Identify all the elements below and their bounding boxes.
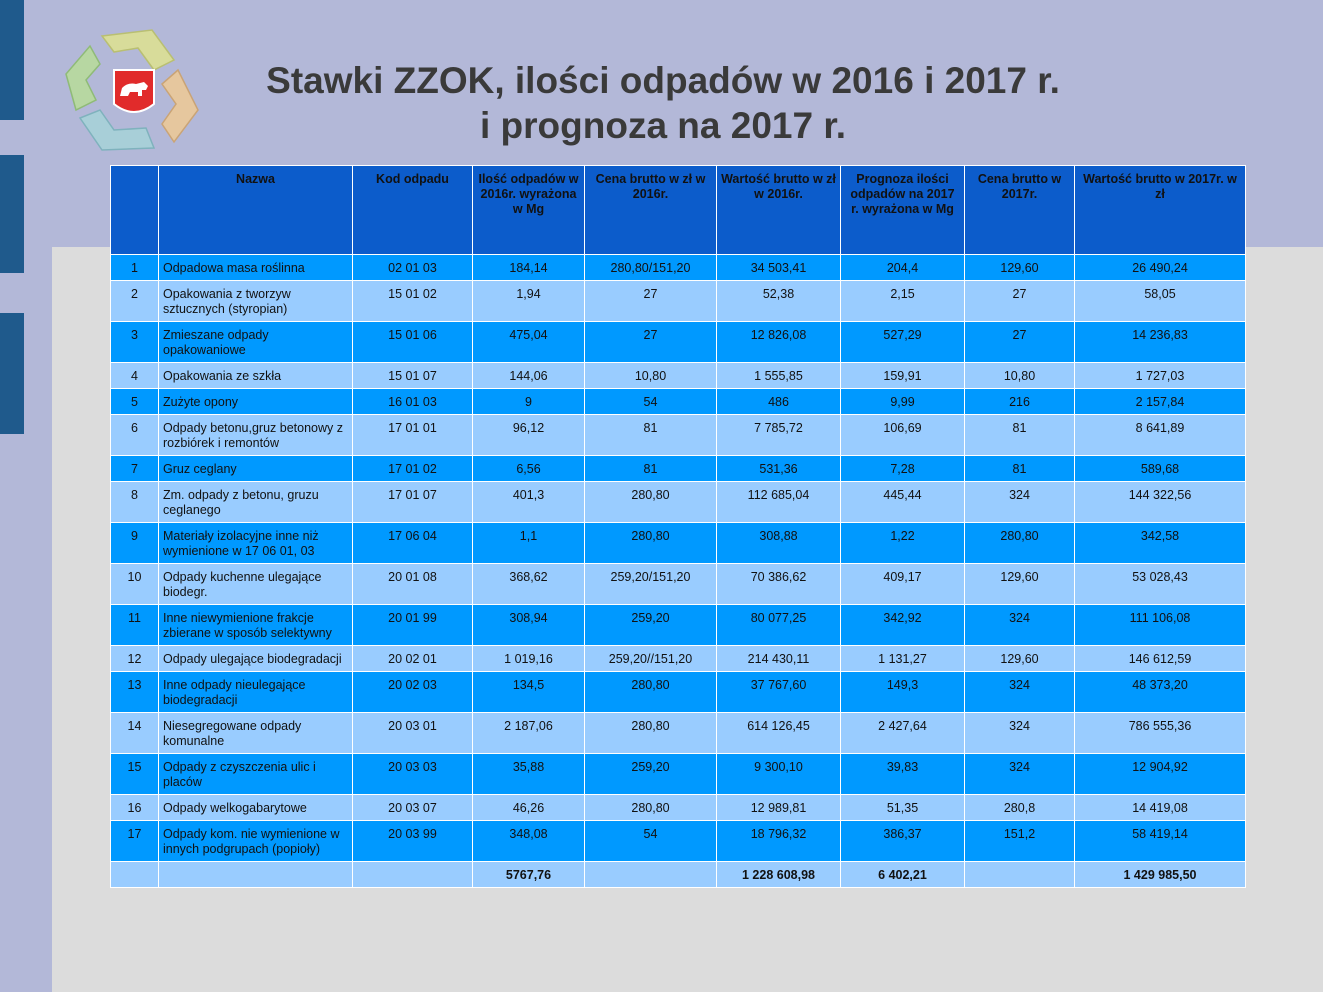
table-row (111, 672, 1246, 713)
table-cell: 324 (965, 482, 1075, 523)
table-cell: 17 01 07 (353, 482, 473, 523)
total-cell (585, 862, 717, 888)
table-cell: 26 490,24 (1075, 255, 1246, 281)
table-row (111, 482, 1246, 523)
table-cell: 20 01 08 (353, 564, 473, 605)
table-cell: 58 419,14 (1075, 821, 1246, 862)
table-cell: 51,35 (841, 795, 965, 821)
table-cell: 324 (965, 754, 1075, 795)
total-cell (353, 862, 473, 888)
table-cell: 2 157,84 (1075, 389, 1246, 415)
table-cell: 27 (965, 281, 1075, 322)
table-cell: 204,4 (841, 255, 965, 281)
table-cell: 280,8 (965, 795, 1075, 821)
table-cell: 129,60 (965, 564, 1075, 605)
title-line-2: i prognoza na 2017 r. (479, 105, 846, 146)
column-header: Wartość brutto w zł w 2016r. (717, 166, 841, 255)
table-cell: 12 989,81 (717, 795, 841, 821)
table-cell: 20 03 01 (353, 713, 473, 754)
table-cell: 368,62 (473, 564, 585, 605)
table-cell: 280,80 (585, 523, 717, 564)
table-cell: 96,12 (473, 415, 585, 456)
table-cell: 81 (585, 415, 717, 456)
table-row (111, 389, 1246, 415)
table-cell: 81 (965, 415, 1075, 456)
table-cell: 280,80 (585, 713, 717, 754)
table-cell: 39,83 (841, 754, 965, 795)
table-cell: 15 01 02 (353, 281, 473, 322)
table-cell: 1,94 (473, 281, 585, 322)
table-cell: 144,06 (473, 363, 585, 389)
table-cell: 1 131,27 (841, 646, 965, 672)
table-cell: 9 (473, 389, 585, 415)
table-cell: 9 (111, 523, 159, 564)
table-cell: 386,37 (841, 821, 965, 862)
table-cell: Materiały izolacyjne inne niż wymienione w 17 06 01, 03 (159, 523, 353, 564)
table-cell: 52,38 (717, 281, 841, 322)
table-cell: 48 373,20 (1075, 672, 1246, 713)
table-cell: 342,58 (1075, 523, 1246, 564)
table-cell: 12 (111, 646, 159, 672)
table-cell: 324 (965, 713, 1075, 754)
table-cell: 10,80 (965, 363, 1075, 389)
accent-bar (0, 0, 24, 120)
table-cell: 10,80 (585, 363, 717, 389)
table-cell: Opakowania ze szkła (159, 363, 353, 389)
table-cell: 5 (111, 389, 159, 415)
total-cell: 1 228 608,98 (717, 862, 841, 888)
total-cell: 6 402,21 (841, 862, 965, 888)
table-cell: 129,60 (965, 646, 1075, 672)
recycling-crest-with-bear-icon (62, 26, 202, 154)
table-cell: 53 028,43 (1075, 564, 1246, 605)
table-cell: 111 106,08 (1075, 605, 1246, 646)
table-cell: 409,17 (841, 564, 965, 605)
table-cell: 348,08 (473, 821, 585, 862)
total-cell: 5767,76 (473, 862, 585, 888)
table-cell: 614 126,45 (717, 713, 841, 754)
waste-rates-table (110, 165, 1246, 888)
table-cell: 531,36 (717, 456, 841, 482)
total-row (111, 862, 1246, 888)
table-cell: 7 (111, 456, 159, 482)
total-cell: 1 429 985,50 (1075, 862, 1246, 888)
table-cell: Zużyte opony (159, 389, 353, 415)
table-cell: 17 06 04 (353, 523, 473, 564)
table-header-row (111, 166, 1246, 255)
table-cell: 146 612,59 (1075, 646, 1246, 672)
table-cell: 280,80/151,20 (585, 255, 717, 281)
table-cell: Odpady kuchenne ulegające biodegr. (159, 564, 353, 605)
table-cell: 401,3 (473, 482, 585, 523)
accent-bar (0, 155, 24, 273)
table-cell: 14 419,08 (1075, 795, 1246, 821)
table-cell: 20 03 99 (353, 821, 473, 862)
table-cell: 527,29 (841, 322, 965, 363)
table-cell: 6,56 (473, 456, 585, 482)
accent-bar (0, 313, 24, 434)
table-cell: 20 02 01 (353, 646, 473, 672)
table-cell: 1,22 (841, 523, 965, 564)
table-row (111, 255, 1246, 281)
column-header: Prognoza ilości odpadów na 2017 r. wyrażona w Mg (841, 166, 965, 255)
table-cell: 159,91 (841, 363, 965, 389)
table-cell: Odpady welkogabarytowe (159, 795, 353, 821)
table-cell: 13 (111, 672, 159, 713)
table-cell: Odpady betonu,gruz betonowy z rozbiórek i remontów (159, 415, 353, 456)
table-cell: 02 01 03 (353, 255, 473, 281)
table-cell: 280,80 (585, 482, 717, 523)
table-cell: 280,80 (585, 672, 717, 713)
table-cell: 54 (585, 821, 717, 862)
table-cell: Opakowania z tworzyw sztucznych (styropian) (159, 281, 353, 322)
column-header: Nazwa (159, 166, 353, 255)
table-cell: 20 01 99 (353, 605, 473, 646)
title-line-1: Stawki ZZOK, ilości odpadów w 2016 i 2017 r. (266, 60, 1060, 101)
table-cell: 15 01 07 (353, 363, 473, 389)
table-cell: 54 (585, 389, 717, 415)
table-cell: 1,1 (473, 523, 585, 564)
table-row (111, 322, 1246, 363)
table-cell: 280,80 (585, 795, 717, 821)
table-cell: 7,28 (841, 456, 965, 482)
page-title (200, 58, 1126, 148)
table-cell: 27 (585, 281, 717, 322)
table-cell: 20 03 03 (353, 754, 473, 795)
table-cell: 259,20 (585, 605, 717, 646)
table-cell: 12 826,08 (717, 322, 841, 363)
table-row (111, 713, 1246, 754)
column-header (111, 166, 159, 255)
table-cell: 27 (585, 322, 717, 363)
table-cell: 12 904,92 (1075, 754, 1246, 795)
table-cell: 184,14 (473, 255, 585, 281)
table-cell: Zm. odpady z betonu, gruzu ceglanego (159, 482, 353, 523)
column-header: Kod odpadu (353, 166, 473, 255)
table-cell: 149,3 (841, 672, 965, 713)
table-row (111, 821, 1246, 862)
table-cell: 475,04 (473, 322, 585, 363)
table-cell: 486 (717, 389, 841, 415)
table-cell: 259,20 (585, 754, 717, 795)
table-cell: 134,5 (473, 672, 585, 713)
table-cell: 106,69 (841, 415, 965, 456)
table-cell: 259,20//151,20 (585, 646, 717, 672)
table-cell: 20 03 07 (353, 795, 473, 821)
table-cell: 2,15 (841, 281, 965, 322)
table-cell: 308,88 (717, 523, 841, 564)
table-cell: 9 300,10 (717, 754, 841, 795)
table-cell: 15 (111, 754, 159, 795)
table-cell: 2 187,06 (473, 713, 585, 754)
table-cell: 81 (965, 456, 1075, 482)
table-cell: 216 (965, 389, 1075, 415)
table-row (111, 564, 1246, 605)
column-header: Cena brutto w 2017r. (965, 166, 1075, 255)
table-cell: 4 (111, 363, 159, 389)
table-row (111, 456, 1246, 482)
total-cell (965, 862, 1075, 888)
table-cell: Gruz ceglany (159, 456, 353, 482)
table-cell: 259,20/151,20 (585, 564, 717, 605)
table-cell: 7 785,72 (717, 415, 841, 456)
table-cell: 2 (111, 281, 159, 322)
table-cell: 112 685,04 (717, 482, 841, 523)
table-cell: Odpadowa masa roślinna (159, 255, 353, 281)
table-cell: 8 (111, 482, 159, 523)
table-cell: 3 (111, 322, 159, 363)
table-row (111, 646, 1246, 672)
table-cell: 2 427,64 (841, 713, 965, 754)
table-cell: 37 767,60 (717, 672, 841, 713)
table-cell: Odpady kom. nie wymienione w innych podgrupach (popioły) (159, 821, 353, 862)
table-cell: 6 (111, 415, 159, 456)
table-cell: Inne niewymienione frakcje zbierane w sposób selektywny (159, 605, 353, 646)
table-cell: 1 019,16 (473, 646, 585, 672)
table-cell: 34 503,41 (717, 255, 841, 281)
table-cell: 324 (965, 672, 1075, 713)
table-cell: 46,26 (473, 795, 585, 821)
table-cell: 20 02 03 (353, 672, 473, 713)
table-cell: 214 430,11 (717, 646, 841, 672)
table-cell: 129,60 (965, 255, 1075, 281)
table-cell: 445,44 (841, 482, 965, 523)
table-cell: 151,2 (965, 821, 1075, 862)
column-header: Ilość odpadów w 2016r. wyrażona w Mg (473, 166, 585, 255)
table-cell: 1 (111, 255, 159, 281)
table-cell: 27 (965, 322, 1075, 363)
table-row (111, 605, 1246, 646)
table-cell: 15 01 06 (353, 322, 473, 363)
table-cell: 10 (111, 564, 159, 605)
table-cell: 280,80 (965, 523, 1075, 564)
table-row (111, 363, 1246, 389)
table-cell: 144 322,56 (1075, 482, 1246, 523)
table-cell: 17 (111, 821, 159, 862)
table-cell: 324 (965, 605, 1075, 646)
total-cell (159, 862, 353, 888)
table-cell: 17 01 02 (353, 456, 473, 482)
table-cell: 35,88 (473, 754, 585, 795)
table-cell: 308,94 (473, 605, 585, 646)
table-cell: 81 (585, 456, 717, 482)
table-cell: Inne odpady nieulegające biodegradacji (159, 672, 353, 713)
table-cell: 70 386,62 (717, 564, 841, 605)
table-cell: 18 796,32 (717, 821, 841, 862)
table-cell: 1 727,03 (1075, 363, 1246, 389)
table-row (111, 754, 1246, 795)
table-cell: Niesegregowane odpady komunalne (159, 713, 353, 754)
table-cell: 8 641,89 (1075, 415, 1246, 456)
table-cell: 342,92 (841, 605, 965, 646)
column-header: Wartość brutto w 2017r. w zł (1075, 166, 1246, 255)
table-cell: 9,99 (841, 389, 965, 415)
table-cell: Odpady ulegające biodegradacji (159, 646, 353, 672)
table-cell: 14 236,83 (1075, 322, 1246, 363)
table-cell: 589,68 (1075, 456, 1246, 482)
table-cell: 14 (111, 713, 159, 754)
column-header: Cena brutto w zł w 2016r. (585, 166, 717, 255)
table-row (111, 281, 1246, 322)
table-cell: Zmieszane odpady opakowaniowe (159, 322, 353, 363)
total-cell (111, 862, 159, 888)
table-cell: 11 (111, 605, 159, 646)
table-row (111, 523, 1246, 564)
table-row (111, 795, 1246, 821)
table-cell: 17 01 01 (353, 415, 473, 456)
table-row (111, 415, 1246, 456)
table-cell: 786 555,36 (1075, 713, 1246, 754)
table-cell: 80 077,25 (717, 605, 841, 646)
table-cell: 58,05 (1075, 281, 1246, 322)
table-cell: 1 555,85 (717, 363, 841, 389)
table-cell: 16 (111, 795, 159, 821)
table-cell: Odpady z czyszczenia ulic i placów (159, 754, 353, 795)
table-cell: 16 01 03 (353, 389, 473, 415)
